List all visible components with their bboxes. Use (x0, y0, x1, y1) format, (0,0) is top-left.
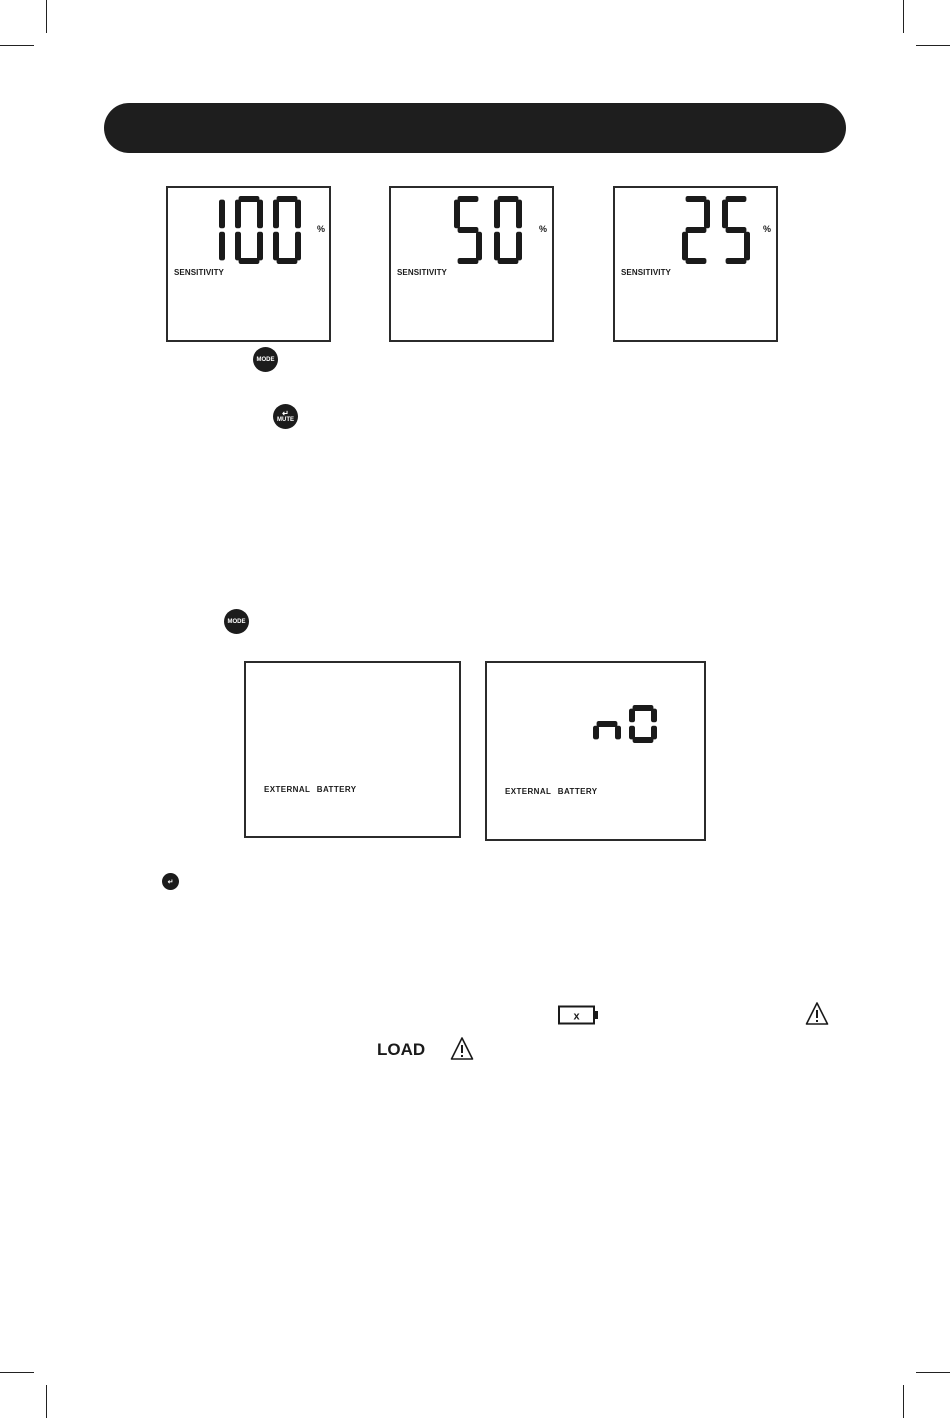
lcd-segment (726, 227, 747, 233)
lcd-segment (726, 258, 747, 264)
lcd-segment (458, 196, 479, 202)
lcd-segment (494, 200, 500, 229)
warning-triangle-icon (805, 1001, 829, 1026)
lcd-segment (704, 200, 710, 229)
percent-unit: % (539, 224, 548, 234)
lcd-segment (239, 258, 260, 264)
lcd-segment (516, 200, 522, 229)
load-label: LOAD (377, 1040, 426, 1059)
lcd-segment (516, 232, 522, 261)
battery-terminal (594, 1011, 598, 1019)
lcd-digits (680, 194, 750, 266)
lcd-segment (744, 232, 750, 261)
lcd-segment (597, 721, 618, 727)
lcd-segment (235, 200, 241, 229)
mode-button-icon (253, 347, 278, 372)
sensitivity-label: SENSITIVITY (174, 268, 224, 277)
lcd-segment (219, 200, 225, 229)
lcd-sensitivity-100 (166, 186, 331, 342)
crop-mark (0, 45, 34, 46)
lcd-segment (295, 232, 301, 261)
sensitivity-label: SENSITIVITY (621, 268, 671, 277)
battery-fault-icon (558, 1005, 600, 1025)
lcd-segment (498, 196, 519, 202)
lcd-digits (195, 194, 305, 266)
lcd-segment (219, 232, 225, 261)
section-header-bar (104, 103, 846, 153)
lcd-segment (633, 737, 654, 743)
lcd-segment (629, 709, 635, 723)
lcd-segment (273, 200, 279, 229)
external-battery-label: EXTERNAL BATTERY (264, 785, 357, 794)
lcd-segment (593, 726, 599, 740)
crop-mark (903, 1385, 904, 1418)
lcd-segment (476, 232, 482, 261)
percent-unit: % (763, 224, 772, 234)
lcd-segment (454, 200, 460, 229)
lcd-segment (498, 258, 519, 264)
lcd-segment (615, 726, 621, 740)
lcd-digits (591, 703, 671, 747)
warning-triangle-icon (450, 1036, 474, 1061)
sensitivity-label: SENSITIVITY (397, 268, 447, 277)
battery-fault-mark: x (573, 1010, 580, 1023)
lcd-segment (726, 196, 747, 202)
lcd-segment (686, 227, 707, 233)
external-battery-label: EXTERNAL BATTERY (505, 787, 598, 796)
lcd-segment (494, 232, 500, 261)
lcd-segment (458, 227, 479, 233)
enter-arrow-glyph: ↵ (282, 408, 289, 418)
lcd-segment (235, 232, 241, 261)
lcd-segment (273, 232, 279, 261)
lcd-segment (686, 196, 707, 202)
lcd-segment (629, 726, 635, 740)
lcd-segment (277, 196, 298, 202)
lcd-segment (686, 258, 707, 264)
lcd-segment (295, 200, 301, 229)
lcd-segment (651, 709, 657, 723)
lcd-segment (633, 705, 654, 711)
percent-unit: % (317, 224, 326, 234)
lcd-sensitivity-50 (389, 186, 554, 342)
lcd-segment (257, 200, 263, 229)
crop-mark (916, 45, 950, 46)
lcd-segment (239, 196, 260, 202)
mute-enter-button-icon (273, 404, 298, 429)
crop-mark (903, 0, 904, 33)
mode-button-label: MODE (256, 356, 275, 363)
lcd-segment (722, 200, 728, 229)
lcd-segment (277, 258, 298, 264)
lcd-segment (682, 232, 688, 261)
crop-mark (46, 1385, 47, 1418)
crop-mark (46, 0, 47, 33)
mute-button-label: MUTE (277, 416, 294, 423)
lcd-segment (458, 258, 479, 264)
crop-mark (0, 1372, 34, 1373)
crop-mark (916, 1372, 950, 1373)
lcd-sensitivity-25 (613, 186, 778, 342)
mode-button-icon (224, 609, 249, 634)
lcd-external-battery (244, 661, 461, 838)
test-button-icon: ↵ (162, 873, 179, 890)
lcd-external-battery-no (485, 661, 706, 841)
mode-button-label: MODE (227, 618, 246, 625)
lcd-segment (257, 232, 263, 261)
lcd-digits (452, 194, 522, 266)
